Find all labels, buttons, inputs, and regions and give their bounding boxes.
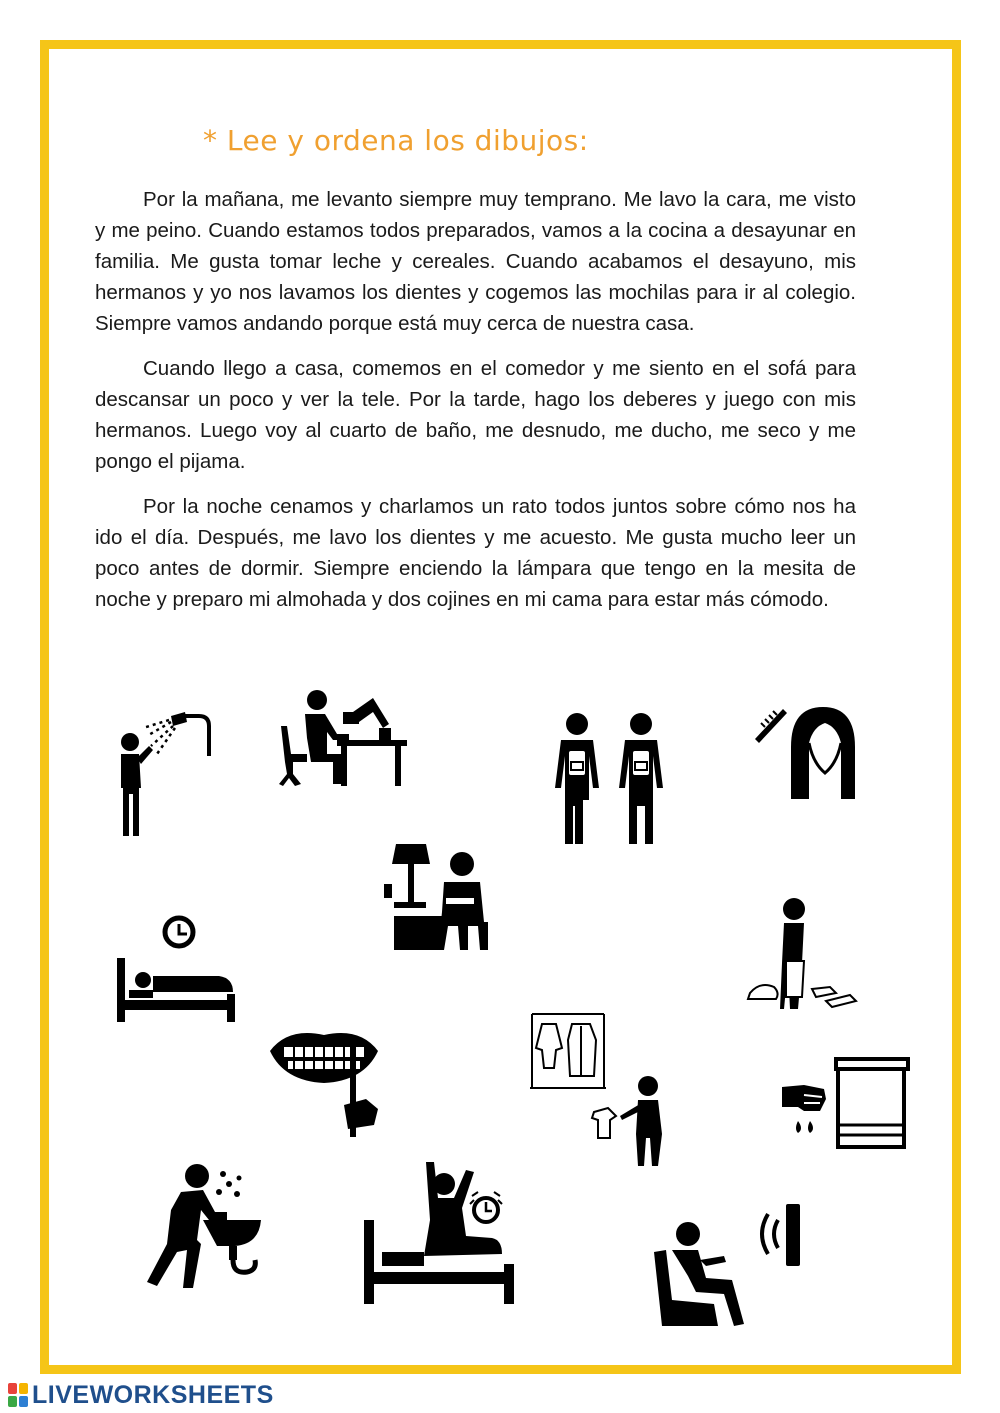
getting-dressed-icon[interactable] bbox=[528, 1012, 678, 1167]
undressing-icon[interactable] bbox=[746, 897, 858, 1012]
brushing-teeth-icon[interactable] bbox=[268, 1025, 380, 1137]
homework-desk-icon[interactable] bbox=[277, 688, 407, 788]
waking-up-icon[interactable] bbox=[362, 1160, 517, 1305]
liveworksheets-logo bbox=[8, 1380, 274, 1410]
reading-lamp-icon[interactable] bbox=[382, 842, 492, 952]
watching-tv-icon[interactable] bbox=[652, 1200, 802, 1328]
liveworksheets-brand: LIVEWORKSHEETS bbox=[32, 1380, 274, 1409]
washing-face-icon[interactable] bbox=[143, 1160, 268, 1290]
worksheet-title: * Lee y ordena los dibujos: bbox=[203, 124, 589, 157]
bed-clock-icon[interactable] bbox=[115, 912, 237, 1024]
paragraph-night: Por la noche cenamos y charlamos un rato todos juntos sobre cómo nos ha ido el día. Después, me lavo los dientes y me acuesto. Me gusta mucho leer un poco antes de dormir. Siempre enciendo la lámpara que tengo en la mesita de noche y preparo mi almohada y dos cojines en mi cama para estar más cómodo. bbox=[95, 495, 856, 611]
liveworksheets-logo-icon bbox=[8, 1383, 28, 1407]
children-backpacks-icon[interactable] bbox=[543, 710, 673, 845]
paragraph-morning: Por la mañana, me levanto siempre muy temprano. Me lavo la cara, me visto y me peino. Cuando estamos todos preparados, vamos a la cocina a desayunar en familia. Me gusta tomar leche y cereales. Cuando acabamos el desayuno, mis hermanos y yo nos lavamos los dientes y cogemos las mochilas para ir al colegio. Siempre vamos andando porque está muy cerca de nuestra casa. bbox=[95, 188, 856, 335]
shower-icon[interactable] bbox=[113, 712, 213, 840]
comb-hair-icon[interactable] bbox=[753, 703, 858, 803]
story-text bbox=[95, 184, 856, 629]
drying-towel-icon[interactable] bbox=[780, 1055, 915, 1150]
paragraph-afternoon: Cuando llego a casa, comemos en el comedor y me siento en el sofá para descansar un poco y ver la tele. Por la tarde, hago los deberes y juego con mis hermanos. Luego voy al cuarto de baño, me desnudo, me ducho, me seco y me pongo el pijama. bbox=[95, 357, 856, 473]
